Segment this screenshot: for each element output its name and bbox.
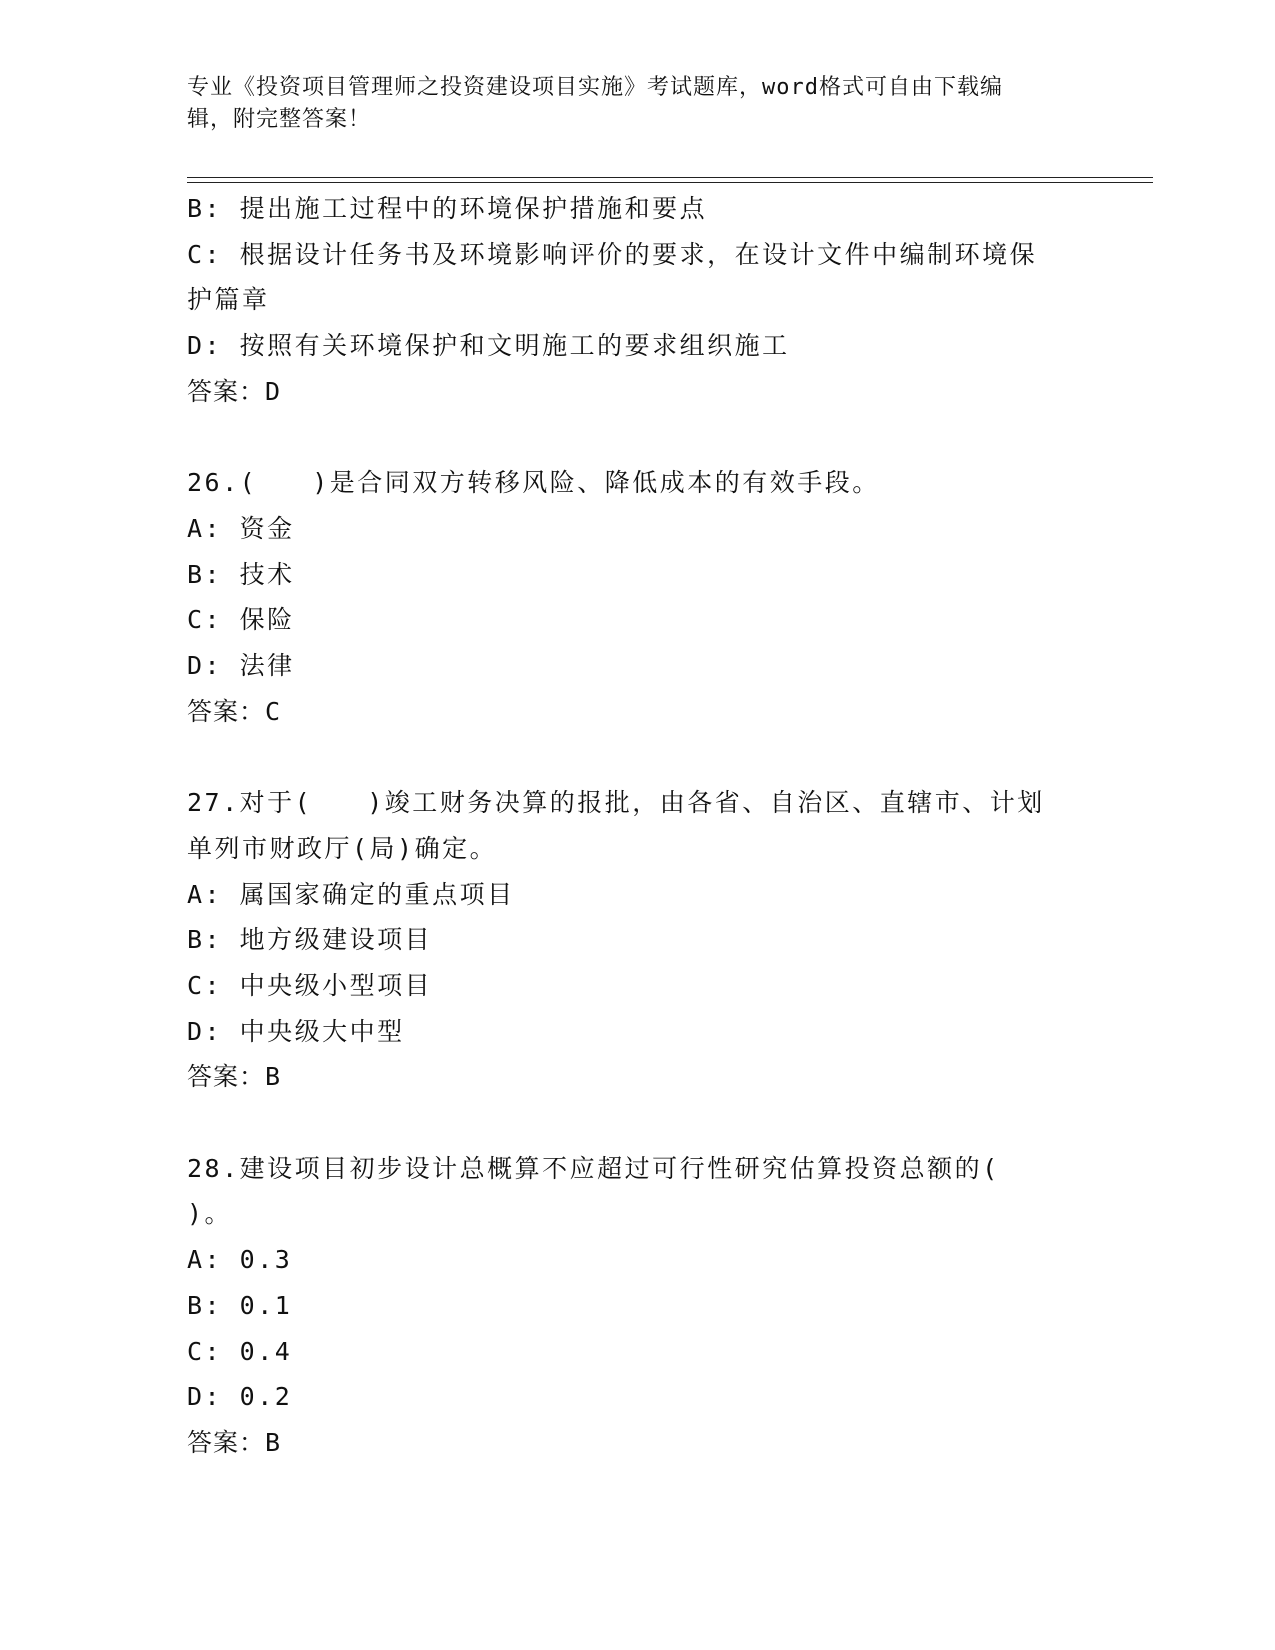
option-d: D: 中央级大中型 (187, 1016, 405, 1046)
question-stem: 27.对于( )竣工财务决算的报批，由各省、自治区、直辖市、计划 (187, 788, 1045, 818)
spacer (187, 1100, 1087, 1146)
option-a: A: 资金 (187, 513, 295, 543)
document-header (187, 72, 1067, 136)
option-c: C: 0.4 (187, 1336, 293, 1366)
option-d: D: 按照有关环境保护和文明施工的要求组织施工 (187, 331, 790, 361)
option-d: D: 法律 (187, 651, 295, 681)
option-c: C: 保险 (187, 605, 295, 635)
answer: 答案：D (187, 376, 282, 406)
option-a: A: 属国家确定的重点项目 (187, 879, 515, 909)
option-c: C: 根据设计任务书及环境影响评价的要求，在设计文件中编制环境保 (187, 239, 1038, 269)
question-26 (187, 460, 1087, 734)
option-b: B: 技术 (187, 559, 295, 589)
question-content (187, 186, 1087, 1466)
question-27 (187, 780, 1087, 1100)
answer: 答案：B (187, 1062, 282, 1092)
option-b: B: 地方级建设项目 (187, 925, 433, 955)
answer: 答案：B (187, 1427, 282, 1457)
option-b: B: 提出施工过程中的环境保护措施和要点 (187, 194, 708, 223)
header-rule-bottom (187, 182, 1153, 183)
header-rule-top (187, 177, 1153, 178)
question-stem-continued: 单列市财政厅(局)确定。 (187, 833, 498, 863)
answer: 答案：C (187, 696, 282, 726)
option-c-continued: 护篇章 (187, 285, 270, 315)
question-stem: 26.( )是合同双方转移风险、降低成本的有效手段。 (187, 468, 880, 498)
spacer (187, 415, 1087, 461)
question-25-continued (187, 186, 1087, 415)
option-a: A: 0.3 (187, 1245, 293, 1275)
question-stem-continued: )。 (187, 1199, 233, 1229)
header-line-2: 辑，附完整答案！ (187, 107, 372, 132)
question-28 (187, 1146, 1087, 1466)
header-line-1: 专业《投资项目管理师之投资建设项目实施》考试题库，word格式可自由下载编 (187, 75, 1003, 100)
spacer (187, 734, 1087, 780)
option-d: D: 0.2 (187, 1382, 293, 1412)
option-c: C: 中央级小型项目 (187, 970, 433, 1000)
option-b: B: 0.1 (187, 1290, 293, 1320)
question-stem: 28.建设项目初步设计总概算不应超过可行性研究估算投资总额的( (187, 1153, 1000, 1183)
